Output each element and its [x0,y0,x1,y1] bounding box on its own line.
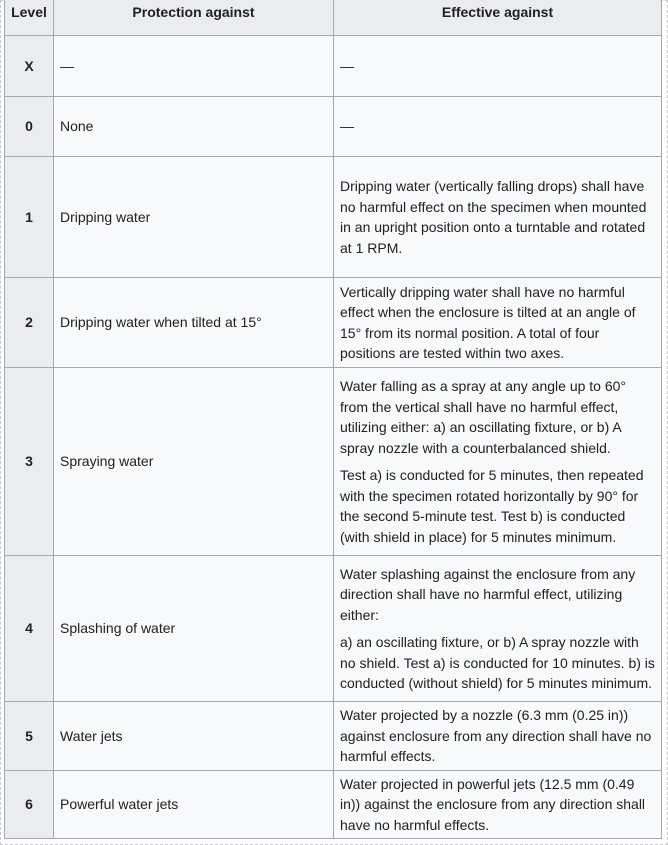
header-row [5,0,662,36]
effective-cell [334,97,662,157]
effective-cell [334,368,662,556]
effective-paragraph: Water falling as a spray at any angle up to 60° from the vertical shall have no harmful effect, utilizing either: a) an oscillating fixture, or b) A spray nozzle with a counterbalanced shield. [340,378,627,456]
level-cell: 2 [5,278,54,368]
level-cell: 4 [5,556,54,702]
level-cell: 1 [5,157,54,278]
table-row [5,157,662,278]
effective-cell [334,771,662,839]
table-row [5,36,662,97]
protection-cell: Splashing of water [54,556,334,702]
header-protection: Protection against [54,0,334,36]
protection-cell: — [54,36,334,97]
header-level: Level [5,0,54,36]
ip-water-protection-table [4,0,662,839]
protection-cell: Dripping water when tilted at 15° [54,278,334,368]
table-row [5,368,662,556]
effective-cell [334,556,662,702]
effective-paragraph: Dripping water (vertically falling drops) shall have no harmful effect on the specimen when mounted in an upright position onto a turntable and rotated at 1 RPM. [340,178,647,256]
table-row [5,702,662,771]
effective-paragraph: a) an oscillating fixture, or b) A spray nozzle with no shield. Test a) is conducted for 10 minutes. b) is conducted (without shield) for 5 minutes minimum. [340,634,655,691]
effective-paragraph: — [340,57,354,74]
effective-paragraph: Water projected by a nozzle (6.3 mm (0.25 in)) against enclosure from any direction shall have no harmful effects. [340,707,652,765]
table-row [5,556,662,702]
effective-paragraph: Vertically dripping water shall have no harmful effect when the enclosure is tilted at an angle of 15° from its normal position. A total of four positions are tested within two axes. [340,283,636,361]
table-row [5,97,662,157]
protection-cell: Water jets [54,702,334,771]
effective-paragraph: — [340,118,354,135]
protection-cell: Dripping water [54,157,334,278]
effective-paragraph: Water splashing against the enclosure from any direction shall have no harmful effect, utilizing either: [340,565,636,623]
effective-cell [334,36,662,97]
protection-cell: None [54,97,334,157]
effective-cell [334,157,662,278]
effective-cell [334,702,662,771]
header-effective: Effective against [334,0,662,36]
effective-paragraph: Test a) is conducted for 5 minutes, then repeated with the specimen rotated horizontally by 90° for the second 5-minute test. Test b) is conducted (with shield in place) for 5 minutes minimum. [340,467,644,545]
table-row [5,771,662,839]
table-row [5,278,662,368]
protection-cell: Powerful water jets [54,771,334,839]
level-cell: 0 [5,97,54,157]
effective-paragraph: Water projected in powerful jets (12.5 mm (0.49 in)) against the enclosure from any direction shall have no harmful effects. [340,775,646,833]
level-cell: 5 [5,702,54,771]
level-cell: X [5,36,54,97]
level-cell: 3 [5,368,54,556]
effective-cell [334,278,662,368]
protection-cell: Spraying water [54,368,334,556]
level-cell: 6 [5,771,54,839]
